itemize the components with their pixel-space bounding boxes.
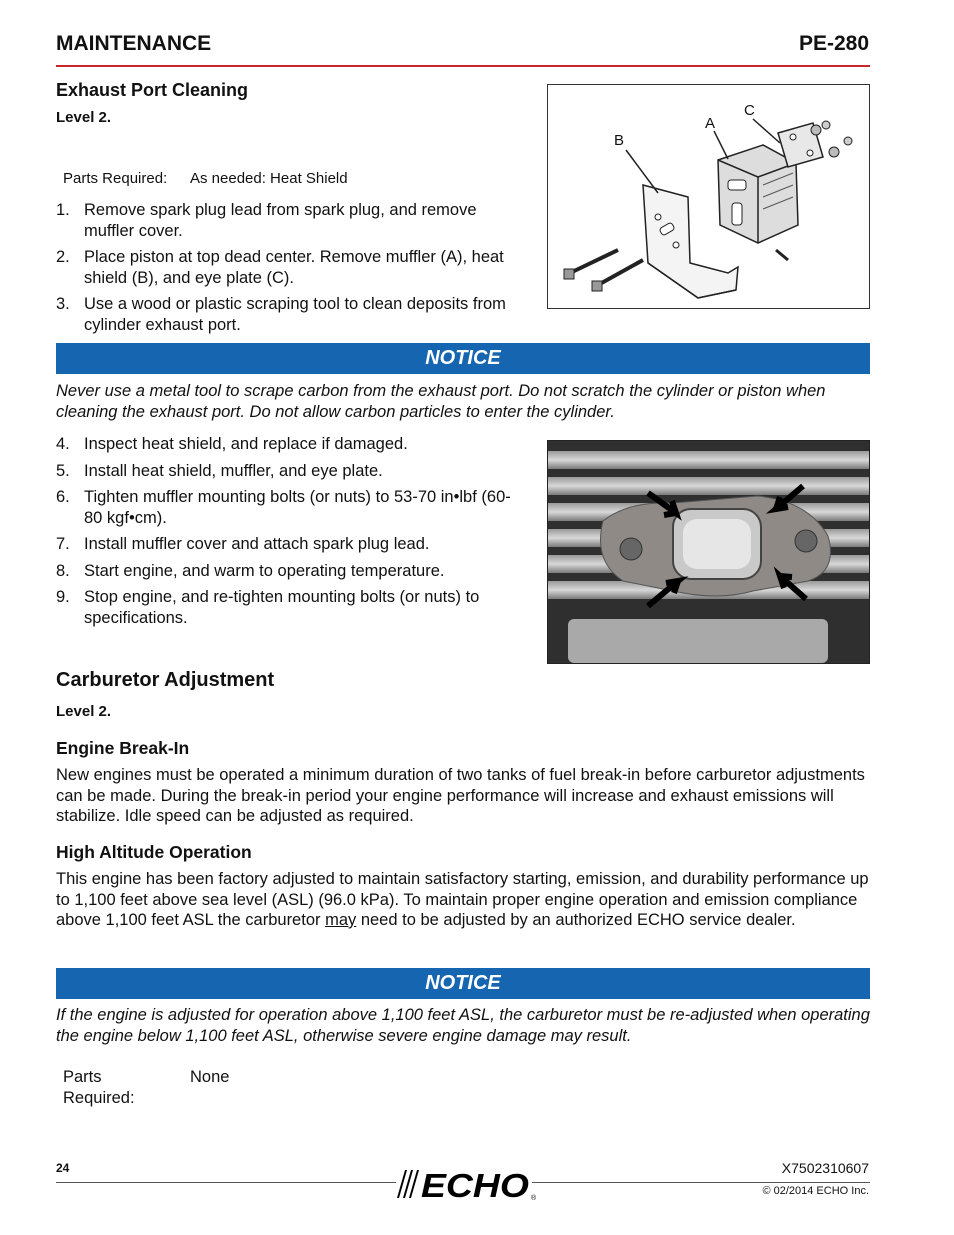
parts-label-line-1: Parts (63, 1068, 102, 1086)
step-number: 7. (56, 535, 70, 553)
echo-logo (393, 1166, 541, 1202)
document-number: X7502310607 (781, 1160, 869, 1176)
parts-required-value: As needed: Heat Shield (190, 170, 348, 187)
exhaust-steps-list (56, 200, 526, 341)
step-item (56, 561, 526, 582)
notice-text-2: If the engine is adjusted for operation above 1,100 feet ASL, the carburetor must be re-adjusted when operating the engine below 1,100 feet ASL, otherwise severe engine damage may result. (56, 1006, 870, 1045)
step-item (56, 461, 526, 482)
page-number: 24 (56, 1161, 70, 1175)
altitude-text (56, 869, 870, 931)
step-item (56, 534, 526, 555)
step-number: 1. (56, 201, 70, 219)
step-text: Tighten muffler mounting bolts (or nuts) to 53-70 in•lbf (60-80 kgf•cm). (84, 488, 511, 527)
footer-rule-left (56, 1182, 396, 1183)
carb-title: Carburetor Adjustment (56, 669, 275, 691)
section-title: MAINTENANCE (56, 32, 212, 55)
logo-registered-mark: ® (531, 1195, 537, 1202)
exhaust-port-photo-svg (548, 441, 869, 663)
step-number: 8. (56, 561, 70, 580)
step-text: Install muffler cover and attach spark plug lead. (84, 535, 430, 553)
step-text: Use a wood or plastic scraping tool to clean deposits from cylinder exhaust port. (84, 295, 506, 334)
header-divider (56, 65, 870, 67)
label-c: C (744, 102, 755, 119)
step-text: Stop engine, and re-tighten mounting bolts (or nuts) to specifications. (84, 588, 480, 627)
altitude-text-emphasis: may (325, 911, 357, 929)
parts-label-line-2: Required: (63, 1088, 135, 1107)
step-item (56, 434, 526, 455)
muffler-exploded-diagram (547, 84, 870, 309)
parts-required-label-2 (63, 1067, 135, 1108)
copyright: © 02/2014 ECHO Inc. (762, 1185, 869, 1197)
footer-rule-right (532, 1182, 870, 1183)
altitude-title: High Altitude Operation (56, 842, 252, 862)
exhaust-steps-list-continued (56, 434, 526, 634)
echo-logo-svg (393, 1166, 541, 1202)
step-item (56, 200, 526, 241)
notice-banner: NOTICE (56, 343, 870, 374)
step-item (56, 487, 526, 528)
step-number: 6. (56, 488, 70, 506)
step-number: 5. (56, 461, 70, 480)
breakin-text: New engines must be operated a minimum duration of two tanks of fuel break-in before carburetor adjustments can be made. During the break-in period your engine performance will increase and exhaust emissions will stabilize. Idle speed can be adjusted as required. (56, 766, 865, 825)
altitude-text-part-1: This engine has been factory adjusted to maintain satisfactory starting, emission, and durability performance up to 1,100 feet above sea level (ASL) (96.0 kPa). To maintain proper engine operation and emission compliance above 1,100 feet ASL the carburetor (56, 870, 869, 929)
step-text: Start engine, and warm to operating temperature. (84, 561, 445, 580)
breakin-title: Engine Break-In (56, 738, 190, 758)
exhaust-level: Level 2. (56, 109, 112, 126)
step-item (56, 294, 526, 335)
exhaust-port-photo (547, 440, 870, 664)
step-text: Remove spark plug lead from spark plug, and remove muffler cover. (84, 201, 477, 240)
step-number: 2. (56, 248, 70, 266)
step-number: 3. (56, 295, 70, 313)
label-a: A (705, 115, 716, 132)
exhaust-title: Exhaust Port Cleaning (56, 80, 249, 100)
muffler-diagram-svg (548, 85, 869, 308)
logo-wordmark: ECHO (421, 1167, 530, 1202)
parts-required-label: Parts Required: (63, 170, 168, 187)
step-number: 4. (56, 435, 70, 453)
step-text: Place piston at top dead center. Remove muffler (A), heat shield (B), and eye plate (C). (84, 248, 504, 287)
altitude-text-part-2: need to be adjusted by an authorized ECHO service dealer. (356, 911, 796, 929)
notice-banner-2: NOTICE (56, 968, 870, 999)
step-item (56, 247, 526, 288)
step-number: 9. (56, 588, 70, 606)
notice-text: Never use a metal tool to scrape carbon from the exhaust port. Do not scratch the cylinder or piston when cleaning the exhaust port. Do not allow carbon particles to enter the cylinder. (56, 382, 826, 421)
parts-required-value-2: None (190, 1068, 230, 1086)
step-text: Inspect heat shield, and replace if damaged. (84, 435, 408, 453)
step-item (56, 587, 526, 628)
label-b: B (614, 132, 625, 149)
step-text: Install heat shield, muffler, and eye plate. (84, 461, 383, 480)
model-number: PE-280 (798, 32, 869, 55)
carb-level: Level 2. (56, 703, 112, 720)
